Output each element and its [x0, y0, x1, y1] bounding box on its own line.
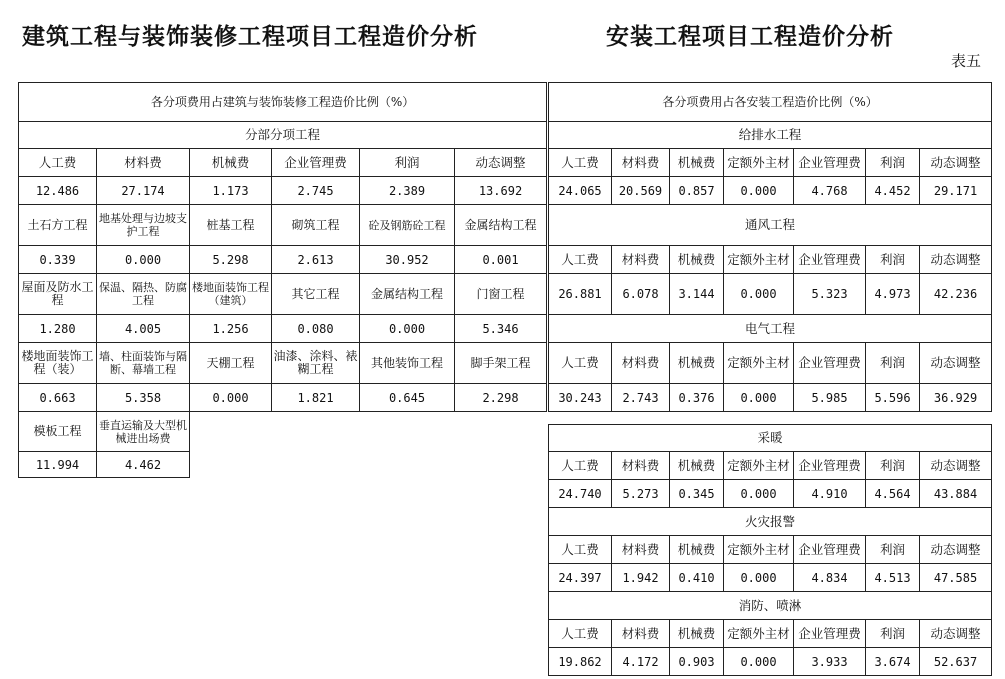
- left-label: 土石方工程: [19, 205, 97, 246]
- column-header: 利润: [866, 149, 920, 177]
- left-subtitle: 分部分项工程: [19, 122, 547, 149]
- left-label: 楼地面装饰工程（装）: [19, 343, 97, 384]
- left-value: 4.005: [97, 315, 190, 343]
- left-value: 5.358: [97, 384, 190, 412]
- right-value: 5.273: [612, 480, 670, 508]
- left-value: 27.174: [97, 177, 190, 205]
- left-value: 1.256: [190, 315, 272, 343]
- section-title: 消防、喷淋: [549, 592, 992, 620]
- left-caption: 各分项费用占建筑与装饰装修工程造价比例（%）: [19, 83, 547, 122]
- right-value: 0.000: [724, 177, 794, 205]
- title-right: 安装工程项目工程造价分析: [606, 24, 894, 50]
- left-label: 砼及钢筋砼工程: [360, 205, 455, 246]
- left-label: 垂直运输及大型机械进出场费: [97, 412, 190, 452]
- column-header: 利润: [866, 343, 920, 384]
- left-label: 桩基工程: [190, 205, 272, 246]
- right-value: 4.564: [866, 480, 920, 508]
- right-value: 2.743: [612, 384, 670, 412]
- table-number: 表五: [951, 52, 982, 70]
- installation-cost-table: [548, 82, 992, 676]
- right-value: 4.768: [794, 177, 866, 205]
- column-header: 人工费: [549, 343, 612, 384]
- left-value: 0.001: [455, 246, 547, 274]
- left-value: 13.692: [455, 177, 547, 205]
- left-label: 金属结构工程: [455, 205, 547, 246]
- column-header: 材料费: [612, 536, 670, 564]
- right-value: 47.585: [920, 564, 992, 592]
- left-value: 4.462: [97, 452, 190, 478]
- column-header: 机械费: [670, 246, 724, 274]
- left-label: 动态调整: [455, 149, 547, 177]
- left-label: 地基处理与边坡支护工程: [97, 205, 190, 246]
- column-header: 企业管理费: [794, 452, 866, 480]
- column-header: 动态调整: [920, 149, 992, 177]
- column-header: 利润: [866, 452, 920, 480]
- right-value: 24.740: [549, 480, 612, 508]
- left-label: 材料费: [97, 149, 190, 177]
- column-header: 利润: [866, 536, 920, 564]
- right-value: 0.376: [670, 384, 724, 412]
- left-label: 其它工程: [272, 274, 360, 315]
- right-value: 36.929: [920, 384, 992, 412]
- left-value: 0.339: [19, 246, 97, 274]
- left-label: 机械费: [190, 149, 272, 177]
- right-value: 19.862: [549, 648, 612, 676]
- section-title: 火灾报警: [549, 508, 992, 536]
- left-value: 5.298: [190, 246, 272, 274]
- right-value: 0.903: [670, 648, 724, 676]
- left-value: 0.000: [360, 315, 455, 343]
- section-title: 给排水工程: [549, 122, 992, 149]
- column-header: 动态调整: [920, 536, 992, 564]
- left-label: 屋面及防水工程: [19, 274, 97, 315]
- right-value: 20.569: [612, 177, 670, 205]
- right-value: 4.172: [612, 648, 670, 676]
- column-header: 机械费: [670, 149, 724, 177]
- left-value: 2.389: [360, 177, 455, 205]
- column-header: 材料费: [612, 246, 670, 274]
- right-value: 24.065: [549, 177, 612, 205]
- right-value: 4.452: [866, 177, 920, 205]
- left-label: 油漆、涂料、裱糊工程: [272, 343, 360, 384]
- column-header: 定额外主材: [724, 452, 794, 480]
- right-value: 0.000: [724, 274, 794, 315]
- right-value: 30.243: [549, 384, 612, 412]
- left-value: 2.745: [272, 177, 360, 205]
- column-header: 企业管理费: [794, 149, 866, 177]
- column-header: 利润: [866, 246, 920, 274]
- section-title: 通风工程: [549, 205, 992, 246]
- left-value: 1.280: [19, 315, 97, 343]
- column-header: 动态调整: [920, 452, 992, 480]
- left-value: 11.994: [19, 452, 97, 478]
- right-value: 43.884: [920, 480, 992, 508]
- left-label: 金属结构工程: [360, 274, 455, 315]
- column-header: 材料费: [612, 149, 670, 177]
- column-header: 企业管理费: [794, 246, 866, 274]
- left-label: 天棚工程: [190, 343, 272, 384]
- left-label: 墙、柱面装饰与隔断、幕墙工程: [97, 343, 190, 384]
- column-header: 定额外主材: [724, 620, 794, 648]
- left-label: 模板工程: [19, 412, 97, 452]
- column-header: 材料费: [612, 620, 670, 648]
- right-value: 5.985: [794, 384, 866, 412]
- right-value: 26.881: [549, 274, 612, 315]
- right-value: 6.078: [612, 274, 670, 315]
- right-value: 29.171: [920, 177, 992, 205]
- column-header: 动态调整: [920, 246, 992, 274]
- left-value: 2.298: [455, 384, 547, 412]
- column-header: 机械费: [670, 343, 724, 384]
- column-header: 人工费: [549, 149, 612, 177]
- left-label: 楼地面装饰工程（建筑）: [190, 274, 272, 315]
- left-value: 0.645: [360, 384, 455, 412]
- left-label: 其他装饰工程: [360, 343, 455, 384]
- column-header: 企业管理费: [794, 536, 866, 564]
- left-value: 0.000: [190, 384, 272, 412]
- column-header: 定额外主材: [724, 149, 794, 177]
- right-value: 4.513: [866, 564, 920, 592]
- column-header: 机械费: [670, 452, 724, 480]
- left-label: 门窗工程: [455, 274, 547, 315]
- building-decoration-cost-table: [18, 82, 547, 478]
- right-value: 5.596: [866, 384, 920, 412]
- right-value: 4.910: [794, 480, 866, 508]
- right-value: 0.857: [670, 177, 724, 205]
- column-header: 定额外主材: [724, 343, 794, 384]
- right-value: 5.323: [794, 274, 866, 315]
- right-value: 0.000: [724, 564, 794, 592]
- column-header: 动态调整: [920, 343, 992, 384]
- right-value: 3.933: [794, 648, 866, 676]
- column-header: 机械费: [670, 620, 724, 648]
- title-left: 建筑工程与装饰装修工程项目工程造价分析: [22, 24, 478, 50]
- section-title: 电气工程: [549, 315, 992, 343]
- right-value: 0.000: [724, 384, 794, 412]
- column-header: 企业管理费: [794, 343, 866, 384]
- column-header: 材料费: [612, 452, 670, 480]
- right-caption: 各分项费用占各安装工程造价比例（%）: [549, 83, 992, 122]
- left-value: 1.173: [190, 177, 272, 205]
- right-value: 4.973: [866, 274, 920, 315]
- right-value: 1.942: [612, 564, 670, 592]
- right-value: 0.410: [670, 564, 724, 592]
- left-value: 0.000: [97, 246, 190, 274]
- left-label: 人工费: [19, 149, 97, 177]
- left-value: 30.952: [360, 246, 455, 274]
- column-header: 人工费: [549, 246, 612, 274]
- left-value: 2.613: [272, 246, 360, 274]
- left-label: 企业管理费: [272, 149, 360, 177]
- left-label: 利润: [360, 149, 455, 177]
- column-header: 定额外主材: [724, 536, 794, 564]
- column-header: 材料费: [612, 343, 670, 384]
- column-header: 机械费: [670, 536, 724, 564]
- left-value: 5.346: [455, 315, 547, 343]
- column-header: 动态调整: [920, 620, 992, 648]
- right-value: 3.144: [670, 274, 724, 315]
- right-value: 42.236: [920, 274, 992, 315]
- left-value: 12.486: [19, 177, 97, 205]
- column-header: 人工费: [549, 452, 612, 480]
- right-value: 52.637: [920, 648, 992, 676]
- column-header: 利润: [866, 620, 920, 648]
- left-label: 保温、隔热、防腐工程: [97, 274, 190, 315]
- right-value: 0.345: [670, 480, 724, 508]
- column-header: 定额外主材: [724, 246, 794, 274]
- column-header: 人工费: [549, 536, 612, 564]
- left-label: 砌筑工程: [272, 205, 360, 246]
- column-header: 企业管理费: [794, 620, 866, 648]
- right-value: 0.000: [724, 648, 794, 676]
- right-value: 4.834: [794, 564, 866, 592]
- column-header: 人工费: [549, 620, 612, 648]
- section-title: 采暖: [549, 425, 992, 452]
- left-value: 1.821: [272, 384, 360, 412]
- left-value: 0.080: [272, 315, 360, 343]
- right-value: 0.000: [724, 480, 794, 508]
- left-label: 脚手架工程: [455, 343, 547, 384]
- right-value: 3.674: [866, 648, 920, 676]
- right-value: 24.397: [549, 564, 612, 592]
- left-value: 0.663: [19, 384, 97, 412]
